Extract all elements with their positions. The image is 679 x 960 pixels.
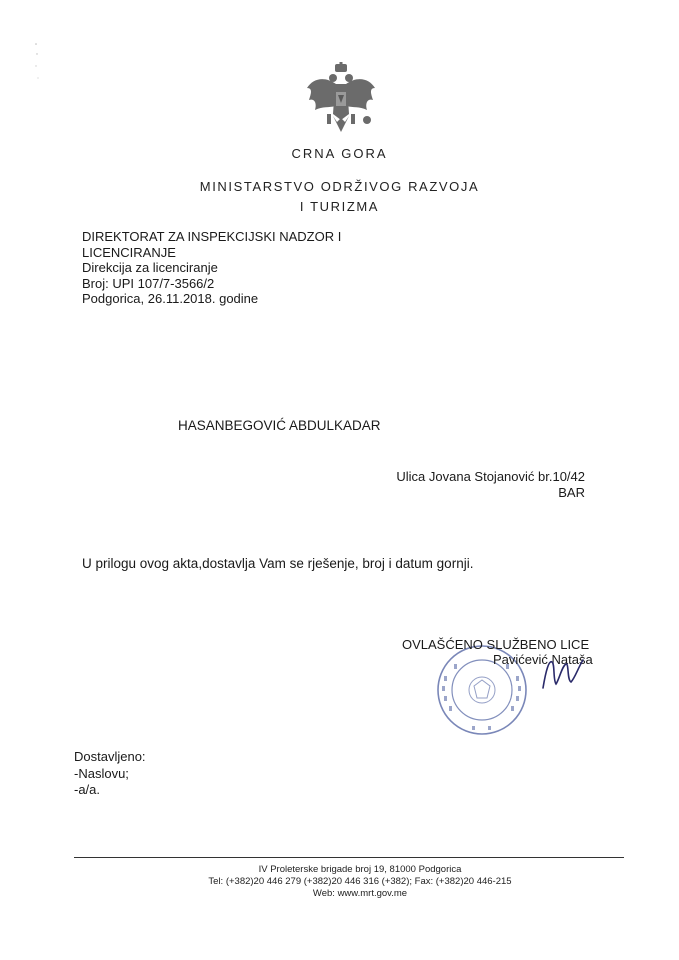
address-street: Ulica Jovana Stojanović br.10/42 [396,469,585,484]
recipient-address [396,469,585,501]
reference-number: Broj: UPI 107/7-3566/2 [82,275,215,291]
footer-web: Web: www.mrt.gov.me [312,888,408,899]
coat-of-arms-icon [305,62,377,138]
footer [150,864,570,900]
department-line-2: LICENCIRANJE [82,244,176,260]
ministry-line-1: MINISTARSTVO ODRŽIVOG RAZVOJA [199,179,480,194]
department-line-1: DIREKTORAT ZA INSPEKCIJSKI NADZOR I [82,229,342,244]
delivery-heading: Dostavljeno: [74,749,146,764]
department-line-3: Direkcija za licenciranje [82,260,218,275]
department-block [82,229,402,307]
delivery-item: -a/a. [74,782,101,797]
body-text: U prilogu ovog akta,dostavlja Vam se rješenje, broj i datum gornji. [82,556,474,571]
signatory-title: OVLAŠĆENO SLUŽBENO LICE [402,637,590,652]
delivery-list [74,749,146,799]
ministry-line-2: I TURIZMA [299,199,380,214]
delivery-item: -Naslovu; [74,765,129,781]
place-date: Podgorica, 26.11.2018. godine [82,291,259,306]
footer-divider [74,857,624,858]
footer-phones: Tel: (+382)20 446 279 (+382)20 446 316 (+382); Fax: (+382)20 446-215 [208,876,512,887]
recipient-name: HASANBEGOVIĆ ABDULKADAR [178,418,381,433]
handwritten-signature [540,650,586,696]
address-city: BAR [558,485,585,500]
country-name: CRNA GORA [291,146,388,161]
signatory-name: Pavićević Nataša [493,652,593,667]
footer-address: IV Proleterske brigade broj 19, 81000 Podgorica [258,864,462,875]
scan-marks [32,40,44,90]
ministry-name [0,177,679,217]
